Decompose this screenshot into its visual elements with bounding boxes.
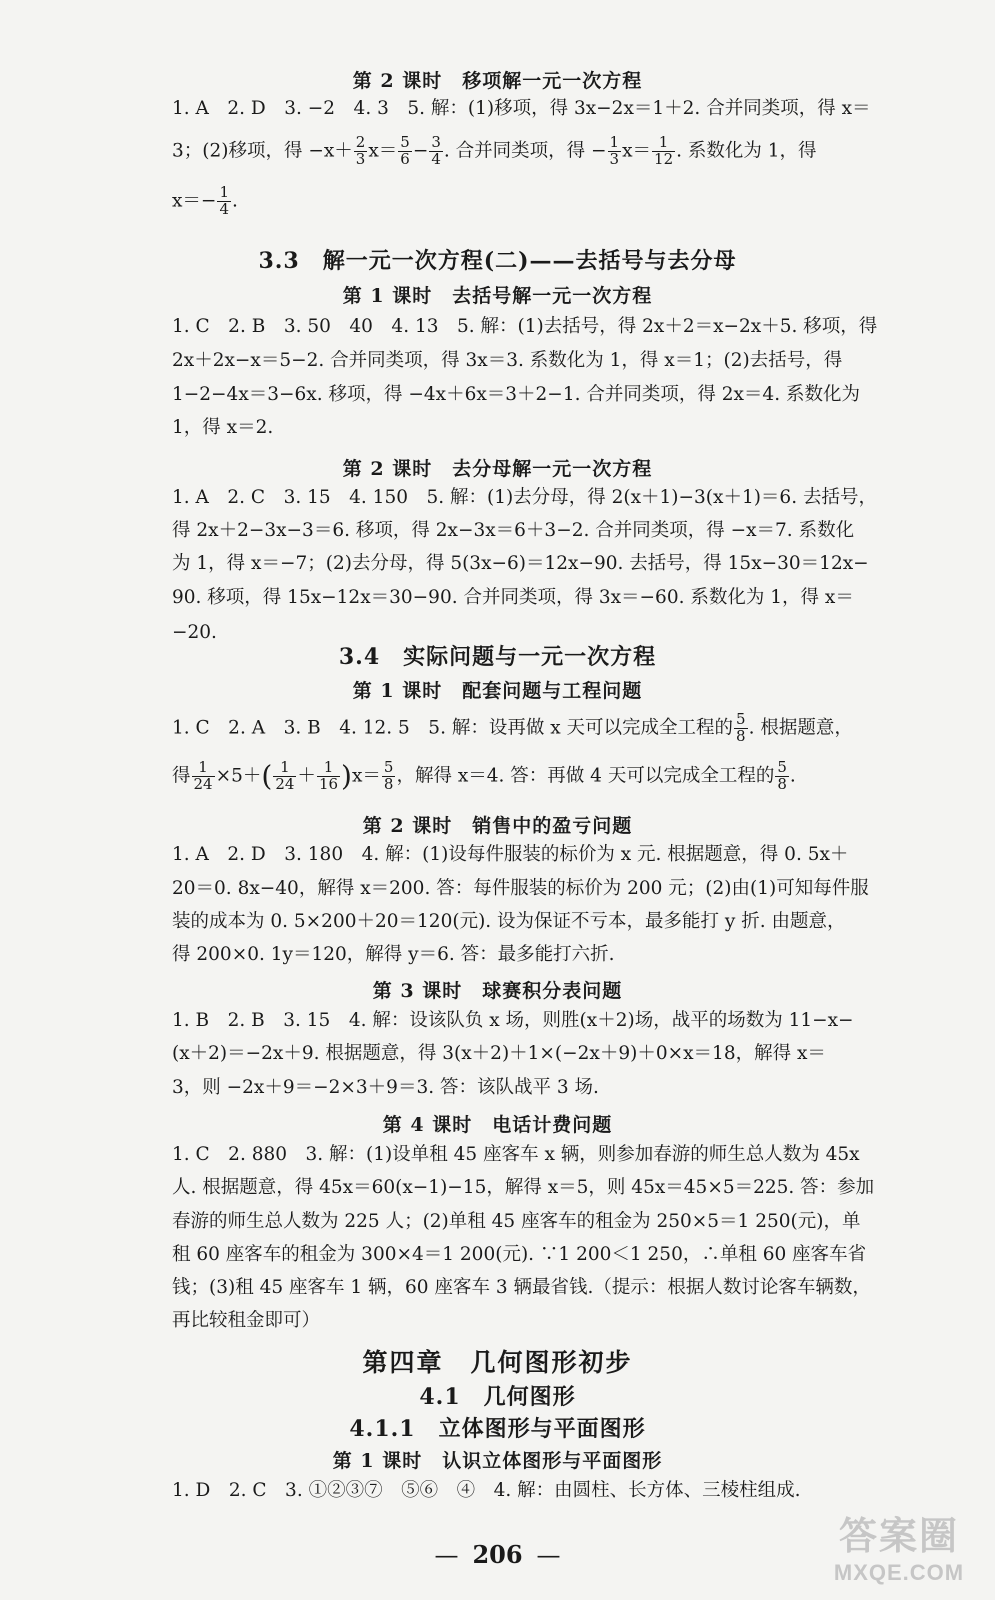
fraction: $\frac{1}{16}$ — [318, 758, 339, 793]
fraction: $\frac{1}{24}$ — [193, 758, 213, 793]
answer-line: 2x＋2x−x＝5−2. 合并同类项，得 3x＝3. 系数化为 1，得 x＝1；(2)去括号，得 — [172, 350, 843, 371]
fraction: $\frac{3}{4}$ — [431, 133, 441, 168]
answer-line: −20. — [172, 622, 217, 643]
lesson-title: 第 2 课时 销售中的盈亏问题 — [362, 815, 633, 837]
answer-line: 再比较租金即可） — [172, 1310, 321, 1331]
page-number: — 206 — — [434, 1540, 561, 1569]
fraction: $\frac{5}{8}$ — [383, 758, 394, 793]
section-title: 3.4 实际问题与一元一次方程 — [338, 644, 657, 670]
answer-line: 装的成本为 0. 5×200＋20＝120(元). 设为保证不亏本，最多能打 y 折. 由题意， — [172, 911, 846, 932]
lesson-title: 第 2 课时 移项解一元一次方程 — [352, 70, 643, 92]
answer-line: 为 1，得 x＝−7；(2)去分母，得 5(3x−6)＝12x−90. 去括号，得 15x−30＝12x− — [172, 553, 869, 574]
answer-line: 1. C 2. A 3. B 4. 12. 5 5. 解：设再做 x 天可以完成全工程的 $\frac{5}{8}$ . 根据题意， — [172, 710, 853, 745]
lesson-title: 第 3 课时 球赛积分表问题 — [372, 980, 623, 1002]
answer-line: 1. C 2. 880 3. 解：(1)设单租 45 座客车 x 辆，则参加春游的师生总人数为 45x — [172, 1144, 860, 1165]
answer-line: 1. B 2. B 3. 15 4. 解：设该队负 x 场，则胜(x＋2)场，战平的场数为 11−x− — [172, 1010, 854, 1031]
chapter-title: 第四章 几何图形初步 — [362, 1348, 633, 1377]
answer-line: 得 200×0. 1y＝120，解得 y＝6. 答：最多能打六折. — [172, 944, 615, 965]
fraction: $\frac{5}{8}$ — [777, 758, 787, 793]
answer-line: 得 2x＋2−3x−3＝6. 移项，得 2x−3x＝6＋3−2. 合并同类项，得 −x＝7. 系数化 — [172, 520, 855, 541]
fraction: $\frac{2}{3}$ — [355, 133, 366, 168]
answer-line: 租 60 座客车的租金为 300×4＝1 200(元). ∵1 200＜1 250，∴单租 60 座客车省 — [172, 1244, 867, 1265]
answer-line: 人. 根据题意，得 45x＝60(x−1)−15，解得 x＝5，则 45x＝45×5＝225. 答：参加 — [172, 1177, 875, 1198]
lesson-title: 第 1 课时 配套问题与工程问题 — [352, 680, 643, 702]
answer-line: 20＝0. 8x−40，解得 x＝200. 答：每件服装的标价为 200 元；(2)由(1)可知每件服 — [172, 878, 869, 899]
lesson-title: 第 1 课时 去括号解一元一次方程 — [342, 285, 653, 307]
answer-line: 1. A 2. C 3. 15 4. 150 5. 解：(1)去分母，得 2(x＋1)−3(x＋1)＝6. 去括号， — [172, 487, 877, 508]
answer-line: 得 $\frac{1}{24}$ ×5＋( $\frac{1}{24}$ ＋ $\frac{1}{16}$ )x＝ $\frac{5}{8}$ ，解得 x＝4. 答：再做 4 天可以完成全工程的 $\frac{5}{8}$ . — [172, 758, 796, 793]
fraction: $\frac{1}{4}$ — [219, 183, 229, 218]
answer-line: 1，得 x＝2. — [172, 417, 274, 438]
answer-line: 1. A 2. D 3. 180 4. 解：(1)设每件服装的标价为 x 元. 根据题意，得 0. 5x＋ — [172, 844, 849, 865]
answer-line: x＝− $\frac{1}{4}$ . — [172, 183, 238, 218]
answer-line: 1. A 2. D 3. −2 4. 3 5. 解：(1)移项，得 3x−2x＝1＋2. 合并同类项，得 x＝ — [172, 98, 871, 119]
lesson-title: 第 2 课时 去分母解一元一次方程 — [342, 458, 653, 480]
answer-line: 3，则 −2x＋9＝−2×3＋9＝3. 答：该队战平 3 场. — [172, 1077, 599, 1098]
answer-line: 钱；(3)租 45 座客车 1 辆，60 座客车 3 辆最省钱.（提示：根据人数讨论客车辆数， — [172, 1277, 871, 1298]
answer-line: 1−2−4x＝3−6x. 移项，得 −4x＋6x＝3＋2−1. 合并同类项，得 2x＝4. 系数化为 — [172, 384, 860, 405]
answer-line: 90. 移项，得 15x−12x＝30−90. 合并同类项，得 3x＝−60. 系数化为 1，得 x＝ — [172, 587, 854, 608]
fraction: $\frac{5}{8}$ — [736, 710, 746, 745]
answer-line: 1. D 2. C 3. ①②③⑦ ⑤⑥ ④ 4. 解：由圆柱、长方体、三棱柱组成. — [172, 1480, 801, 1501]
lesson-title: 第 1 课时 认识立体图形与平面图形 — [332, 1450, 663, 1472]
subsection-title: 4.1.1 立体图形与平面图形 — [349, 1416, 646, 1442]
lesson-title: 第 4 课时 电话计费问题 — [382, 1114, 613, 1136]
answer-line: 3；(2)移项，得 −x＋ $\frac{2}{3}$ x＝ $\frac{5}{6}$ − $\frac{3}{4}$ . 合并同类项，得 − $\frac{1}{3}$ x＝ $\frac{1}{12}$ . 系数化为 1，得 — [172, 133, 817, 168]
answer-line: 春游的师生总人数为 225 人；(2)单租 45 座客车的租金为 250×5＝1 250(元)，单 — [172, 1211, 861, 1232]
section-title: 4.1 几何图形 — [419, 1384, 576, 1410]
fraction: $\frac{1}{12}$ — [654, 133, 674, 168]
answer-line: (x＋2)＝−2x＋9. 根据题意，得 3(x＋2)＋1×(−2x＋9)＋0×x＝18，解得 x＝ — [172, 1043, 826, 1064]
fraction: $\frac{1}{24}$ — [275, 758, 295, 793]
watermark-logo: 答案圈 MXQE.COM — [833, 1513, 965, 1585]
section-title: 3.3 解一元一次方程(二)——去括号与去分母 — [258, 248, 737, 274]
fraction: $\frac{1}{3}$ — [609, 133, 620, 168]
fraction: $\frac{5}{6}$ — [400, 133, 410, 168]
answer-line: 1. C 2. B 3. 50 40 4. 13 5. 解：(1)去括号，得 2x＋2＝x−2x＋5. 移项，得 — [172, 316, 878, 337]
